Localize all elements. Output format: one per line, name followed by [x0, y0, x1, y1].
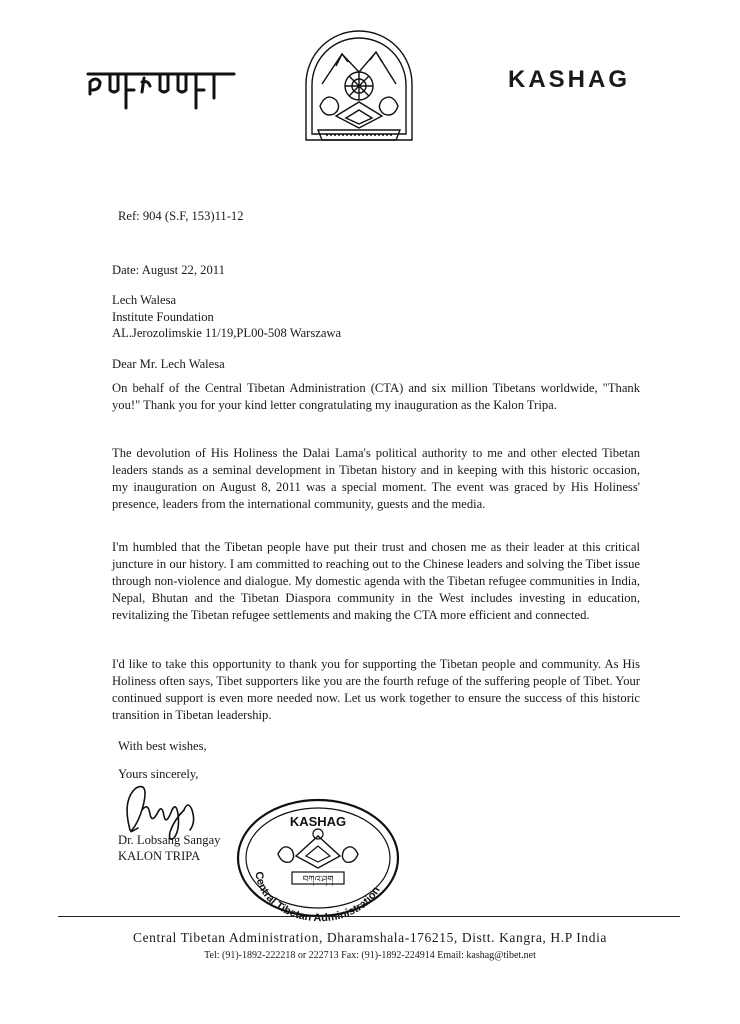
paragraph-4: I'd like to take this opportunity to thank you for supporting the Tibetan people and community. As His Holiness often says, Tibet supporters like you are the fourth refuge of the suffering people of Tibet. Your continued support is even more needed now. Let us work together to ensure the success of this historic transition in Tibetan leadership.	[112, 657, 640, 722]
tibetan-heading-script	[86, 68, 236, 118]
closing-wishes: With best wishes,	[118, 739, 207, 753]
recipient-name: Lech Walesa	[112, 293, 177, 307]
official-stamp	[234, 796, 402, 922]
recipient-street: AL.Jerozolimskie 11/19,PL00-508 Warszawa	[112, 326, 342, 340]
closing-sincerely: Yours sincerely,	[118, 767, 199, 781]
footer-divider	[58, 916, 680, 917]
signer-title: KALON TRIPA	[118, 849, 201, 863]
letterhead-title: KASHAG	[508, 66, 631, 93]
paragraph-3: I'm humbled that the Tibetan people have put their trust and chosen me as their leader at this critical juncture in our history. I am committed to reaching out to the Chinese leaders and solving the Tibet issue through non-violence and dialogue. My domestic agenda with the Tibetan refugee communities in India, Nepal, Bhutan and the Tibetan Diaspora community in the West includes investing in education, revitalizing the Tibetan refugee settlements and making the CTA more efficient and connected.	[112, 540, 640, 622]
letter-date: Date: August 22, 2011	[112, 263, 225, 277]
footer-contact: Tel: (91)-1892-222218 or 222713 Fax: (91)-1892-224914 Email: kashag@tibet.net	[204, 950, 536, 961]
salutation: Dear Mr. Lech Walesa	[112, 357, 225, 371]
stamp-top-text: KASHAG	[289, 814, 347, 829]
recipient-org: Institute Foundation	[112, 309, 214, 324]
signer-block	[118, 832, 220, 864]
footer-address: Central Tibetan Administration, Dharamshala-176215, Distt. Kangra, H.P India	[132, 930, 608, 945]
reference-number: Ref: 904 (S.F, 153)11-12	[118, 209, 244, 223]
stamp-bottom-text: Central Tibetan Administration	[252, 870, 383, 922]
paragraph-2: The devolution of His Holiness the Dalai Lama's political authority to me and other elected Tibetan leaders stands as a seminal development in Tibetan history and in keeping with this historic occasion, my inauguration on August 8, 2011 was a special moment. The event was graced by His Holiness' presence, leaders from the international community, guests and the media.	[112, 446, 640, 511]
emblem-seal-icon	[296, 22, 422, 158]
recipient-address	[112, 292, 341, 342]
stamp-tibetan-text: བཀའ་ཤག	[302, 874, 334, 884]
signer-name: Dr. Lobsang Sangay	[118, 833, 221, 847]
paragraph-1: On behalf of the Central Tibetan Administration (CTA) and six million Tibetans worldwide, "Thank you!" Thank you for your kind letter congratulating my inauguration as the Kalon Tripa.	[112, 381, 640, 412]
